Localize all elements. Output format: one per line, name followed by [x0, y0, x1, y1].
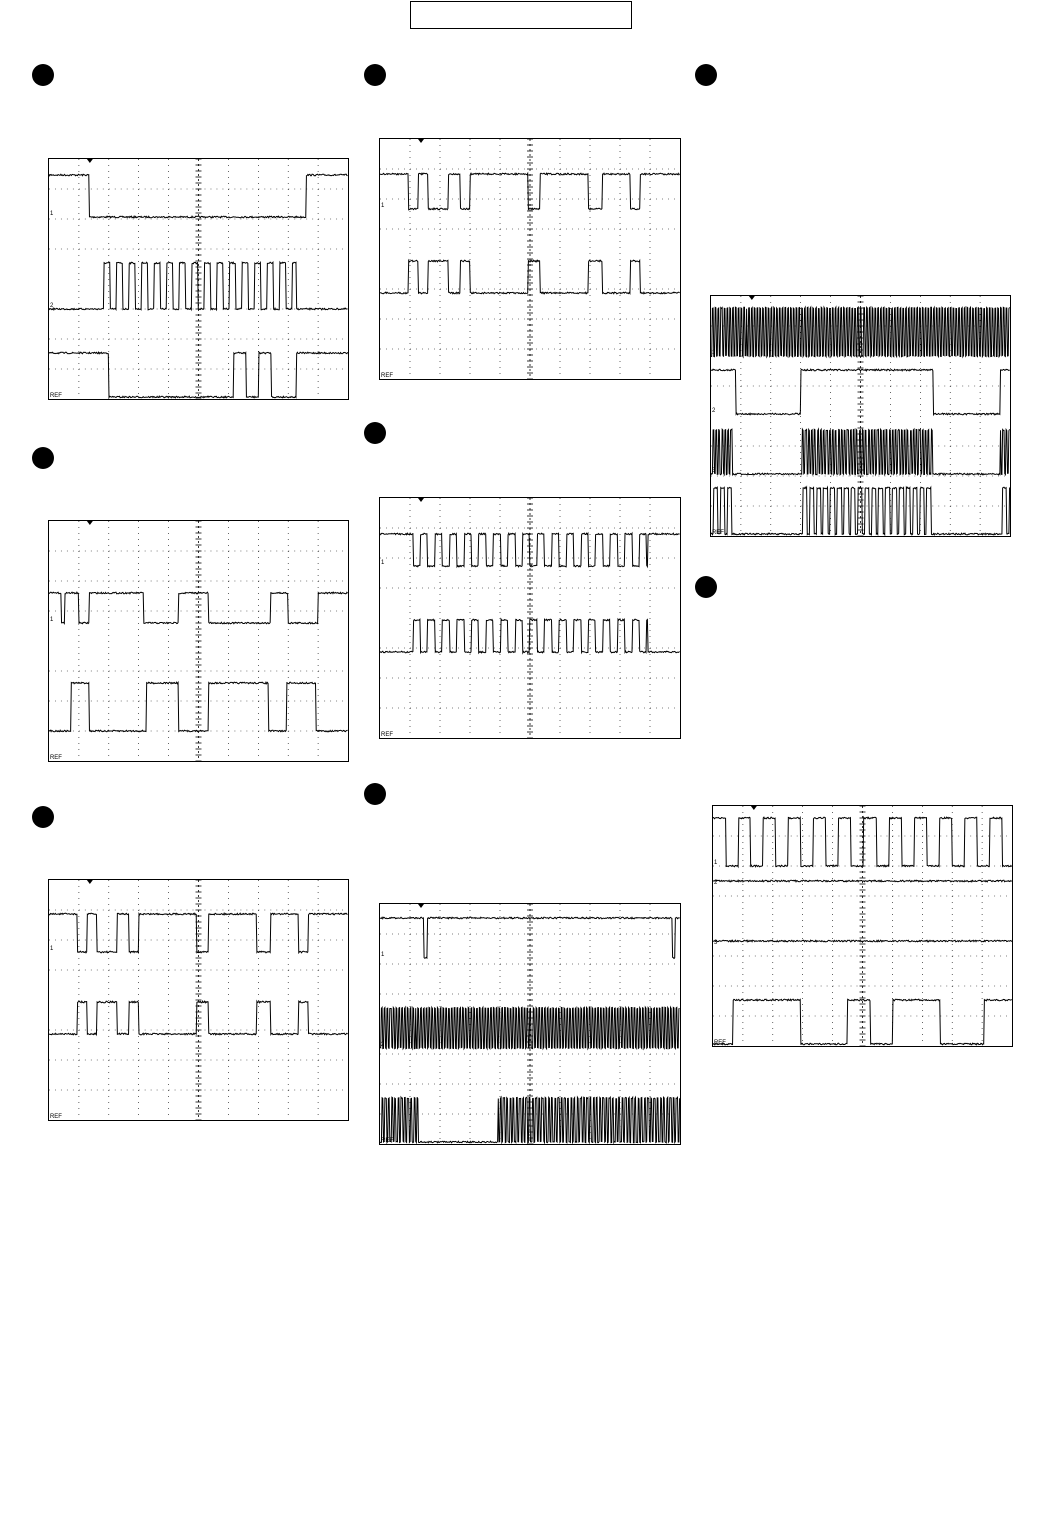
page-title-box	[410, 1, 632, 29]
oscilloscope-screen-c	[48, 879, 349, 1121]
trigger-marker-icon	[418, 904, 424, 908]
waveform-marker-4	[364, 422, 386, 444]
waveform-plot-h	[713, 806, 1012, 1046]
channel-label: REF	[381, 732, 393, 738]
trigger-marker-icon	[87, 159, 93, 163]
waveform-plot-g	[711, 296, 1010, 536]
waveform-trace-2	[713, 880, 1012, 882]
oscilloscope-screen-g	[710, 295, 1011, 537]
waveform-trace-3	[713, 940, 1012, 942]
waveform-trace-1	[711, 307, 1010, 357]
channel-label: 1	[49, 616, 54, 624]
channel-label: REF	[381, 373, 393, 379]
waveform-plot-f	[380, 904, 680, 1144]
channel-label: REF	[49, 754, 62, 761]
waveform-marker-5	[32, 447, 54, 469]
channel-label: REF	[381, 1138, 393, 1144]
channel-label: REF	[713, 1039, 726, 1046]
oscilloscope-screen-b	[48, 520, 349, 762]
trigger-marker-icon	[418, 498, 424, 502]
waveform-marker-6	[695, 576, 717, 598]
channel-label: 1	[381, 203, 385, 209]
waveform-marker-2	[364, 64, 386, 86]
channel-label: 2	[713, 879, 718, 887]
channel-label: 1	[711, 349, 716, 357]
oscilloscope-screen-a	[48, 158, 349, 400]
channel-label: 1	[49, 945, 54, 953]
oscilloscope-screen-f	[379, 903, 681, 1145]
channel-label: 1	[381, 560, 385, 566]
waveform-marker-8	[32, 806, 54, 828]
waveform-plot-a	[49, 159, 348, 399]
trigger-marker-icon	[418, 139, 424, 143]
trigger-marker-icon	[749, 296, 755, 300]
channel-label: 2	[711, 407, 716, 415]
oscilloscope-screen-d	[379, 138, 681, 380]
waveform-plot-e	[380, 498, 680, 738]
trigger-marker-icon	[87, 880, 93, 884]
channel-label: 1	[713, 859, 718, 867]
waveform-plot-b	[49, 521, 348, 761]
channel-label: 1	[381, 952, 385, 958]
waveform-trace-2	[380, 1007, 680, 1049]
waveform-marker-7	[364, 783, 386, 805]
channel-label: REF	[49, 1113, 62, 1120]
waveform-marker-1	[32, 64, 54, 86]
channel-label: REF	[711, 529, 724, 536]
oscilloscope-screen-h	[712, 805, 1013, 1047]
channel-label: 2	[381, 1042, 385, 1048]
waveform-marker-3	[695, 64, 717, 86]
channel-label: 3	[711, 467, 716, 475]
trigger-marker-icon	[751, 806, 757, 810]
channel-label: 2	[49, 302, 54, 310]
trigger-marker-icon	[87, 521, 93, 525]
channel-label: 3	[713, 939, 718, 947]
channel-label: REF	[49, 392, 62, 399]
channel-label: 1	[49, 210, 54, 218]
waveform-plot-c	[49, 880, 348, 1120]
oscilloscope-screen-e	[379, 497, 681, 739]
waveform-plot-d	[380, 139, 680, 379]
